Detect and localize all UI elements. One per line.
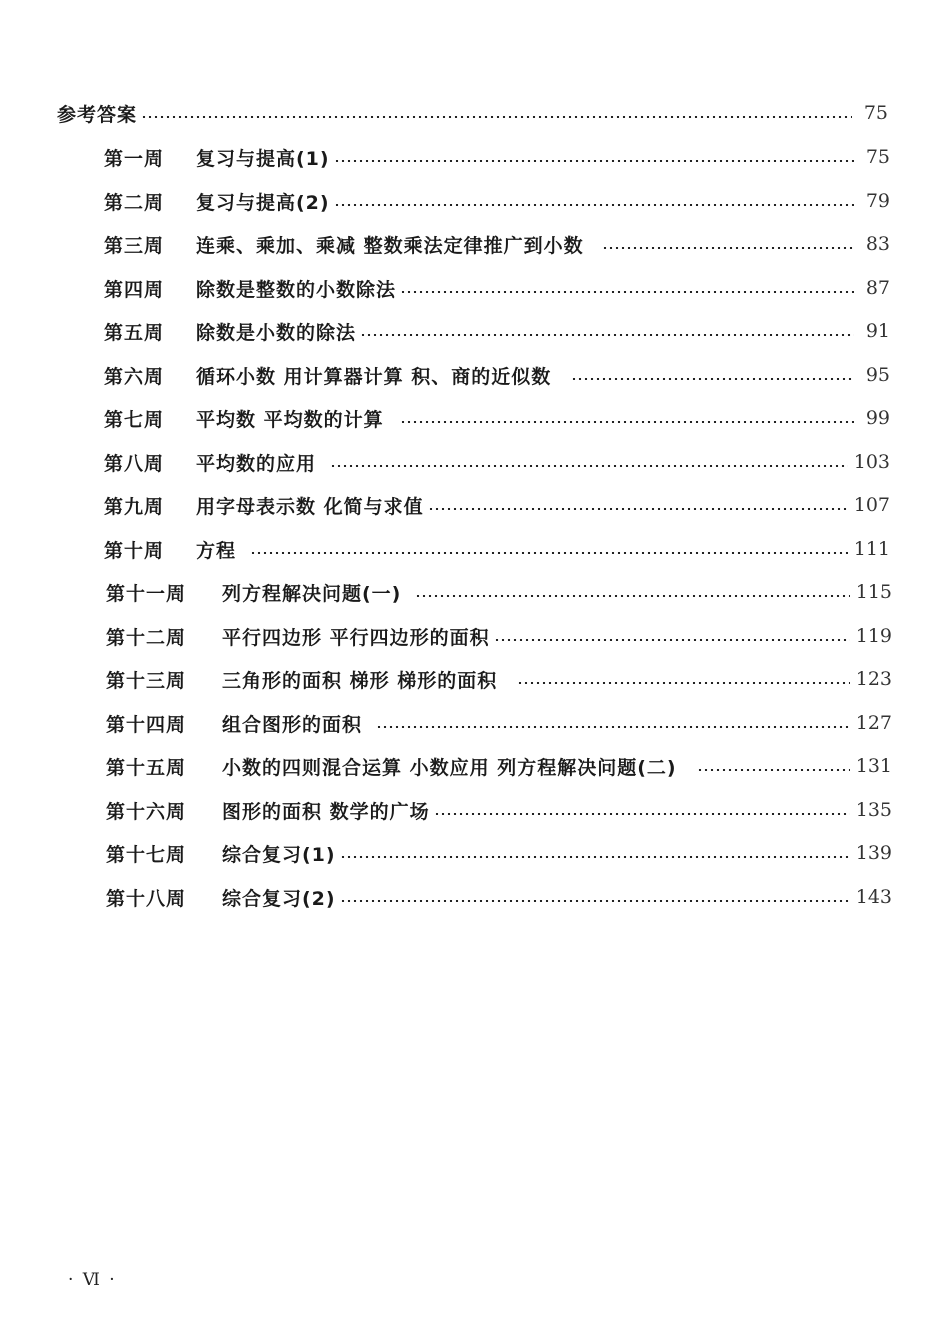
toc-week-label: 第一周 bbox=[104, 147, 165, 170]
toc-entry-title: 综合复习(2) bbox=[222, 887, 336, 910]
toc-page-number: 107 bbox=[853, 494, 890, 516]
toc-entry-title: 平行四边形 平行四边形的面积 bbox=[222, 626, 490, 649]
toc-entry-title: 列方程解决问题(一) bbox=[222, 582, 402, 605]
toc-page-number: 115 bbox=[855, 581, 892, 603]
toc-week-label: 第十周 bbox=[104, 539, 165, 562]
dot-leader bbox=[141, 116, 852, 118]
toc-entry[interactable] bbox=[104, 360, 890, 390]
toc-entry[interactable] bbox=[106, 751, 892, 781]
dot-leader bbox=[571, 378, 854, 380]
toc-page-number: 139 bbox=[855, 842, 892, 864]
toc-week-label: 第十五周 bbox=[106, 756, 187, 779]
toc-week-label: 第八周 bbox=[104, 452, 165, 475]
toc-page-number: 119 bbox=[855, 625, 892, 647]
toc-page-number: 99 bbox=[865, 407, 890, 429]
dot-leader bbox=[360, 334, 854, 336]
toc-entry[interactable] bbox=[104, 447, 890, 477]
toc-entry[interactable] bbox=[104, 534, 890, 564]
toc-entry[interactable] bbox=[104, 273, 890, 303]
dot-leader bbox=[697, 769, 850, 771]
toc-entry-title: 循环小数 用计算器计算 积、商的近似数 bbox=[196, 365, 552, 388]
toc-week-label: 第九周 bbox=[104, 495, 165, 518]
toc-entry-title: 平均数的应用 bbox=[196, 452, 317, 475]
toc-page-number: 95 bbox=[865, 364, 890, 386]
toc-week-label: 第六周 bbox=[104, 365, 165, 388]
toc-week-label: 第十六周 bbox=[106, 800, 187, 823]
dot-leader bbox=[494, 639, 850, 641]
toc-week-label: 第二周 bbox=[104, 191, 165, 214]
toc-entry-title: 除数是整数的小数除法 bbox=[196, 278, 397, 301]
toc-entry-answers[interactable] bbox=[57, 98, 888, 128]
dot-leader bbox=[517, 682, 850, 684]
dot-leader bbox=[330, 465, 848, 467]
toc-week-label: 第三周 bbox=[104, 234, 165, 257]
toc-week-label: 第七周 bbox=[104, 408, 165, 431]
dot-leader bbox=[400, 291, 854, 293]
toc-page-number: 75 bbox=[863, 102, 888, 124]
dot-leader bbox=[602, 247, 854, 249]
toc-entry-title: 平均数 平均数的计算 bbox=[196, 408, 384, 431]
toc-entry[interactable] bbox=[104, 403, 890, 433]
dot-leader bbox=[250, 552, 848, 554]
toc-page-number: 83 bbox=[865, 233, 890, 255]
toc-page-number: 75 bbox=[865, 146, 890, 168]
toc-entry-title: 方程 bbox=[196, 539, 237, 562]
toc-entry[interactable] bbox=[104, 186, 890, 216]
toc-entry[interactable] bbox=[104, 142, 890, 172]
toc-entry-title: 复习与提高(2) bbox=[196, 191, 330, 214]
dot-leader bbox=[376, 726, 850, 728]
dot-leader bbox=[428, 508, 848, 510]
toc-entry-title: 除数是小数的除法 bbox=[196, 321, 357, 344]
toc-entry-title: 组合图形的面积 bbox=[222, 713, 363, 736]
toc-entry-title: 连乘、乘加、乘减 整数乘法定律推广到小数 bbox=[196, 234, 584, 257]
dot-leader bbox=[415, 595, 849, 597]
toc-entry-title: 用字母表示数 化简与求值 bbox=[196, 495, 424, 518]
dot-leader bbox=[334, 204, 854, 206]
toc-entry-title: 三角形的面积 梯形 梯形的面积 bbox=[222, 669, 498, 692]
toc-entry[interactable] bbox=[104, 316, 890, 346]
toc-week-label: 第十一周 bbox=[106, 582, 187, 605]
toc-entry[interactable] bbox=[106, 708, 892, 738]
toc-entry-title: 小数的四则混合运算 小数应用 列方程解决问题(二) bbox=[222, 756, 677, 779]
toc-entry[interactable] bbox=[106, 664, 892, 694]
toc-entry-title: 复习与提高(1) bbox=[196, 147, 330, 170]
toc-week-label: 第五周 bbox=[104, 321, 165, 344]
toc-entry[interactable] bbox=[106, 882, 892, 912]
toc-entry[interactable] bbox=[106, 795, 892, 825]
toc-week-label: 第十七周 bbox=[106, 843, 187, 866]
toc-page-number: 123 bbox=[855, 668, 892, 690]
toc-week-label: 第十八周 bbox=[106, 887, 187, 910]
toc-week-label: 第十四周 bbox=[106, 713, 187, 736]
toc-entry[interactable] bbox=[106, 838, 892, 868]
toc-entry[interactable] bbox=[106, 621, 892, 651]
dot-leader bbox=[400, 421, 854, 423]
dot-leader bbox=[334, 160, 854, 162]
dot-leader bbox=[434, 813, 850, 815]
toc-week-label: 第四周 bbox=[104, 278, 165, 301]
toc-page-number: 127 bbox=[855, 712, 892, 734]
toc-entry[interactable] bbox=[104, 490, 890, 520]
toc-entry-title: 图形的面积 数学的广场 bbox=[222, 800, 430, 823]
toc-page-number: 103 bbox=[853, 451, 890, 473]
toc-page-number: 111 bbox=[853, 538, 890, 560]
toc-page-number: 87 bbox=[865, 277, 890, 299]
toc-page-number: 135 bbox=[855, 799, 892, 821]
toc-page-number: 131 bbox=[855, 755, 892, 777]
toc-week-label: 第十三周 bbox=[106, 669, 187, 692]
toc-page-number: 91 bbox=[865, 320, 890, 342]
toc-entry-title: 参考答案 bbox=[57, 103, 138, 126]
dot-leader bbox=[340, 900, 850, 902]
dot-leader bbox=[340, 856, 850, 858]
toc-page-number: 143 bbox=[855, 886, 892, 908]
toc-entry[interactable] bbox=[106, 577, 892, 607]
toc-week-label: 第十二周 bbox=[106, 626, 187, 649]
toc-page-number: 79 bbox=[865, 190, 890, 212]
page-number-footer: · Ⅵ · bbox=[68, 1270, 117, 1290]
toc-entry-title: 综合复习(1) bbox=[222, 843, 336, 866]
toc-entry[interactable] bbox=[104, 229, 890, 259]
